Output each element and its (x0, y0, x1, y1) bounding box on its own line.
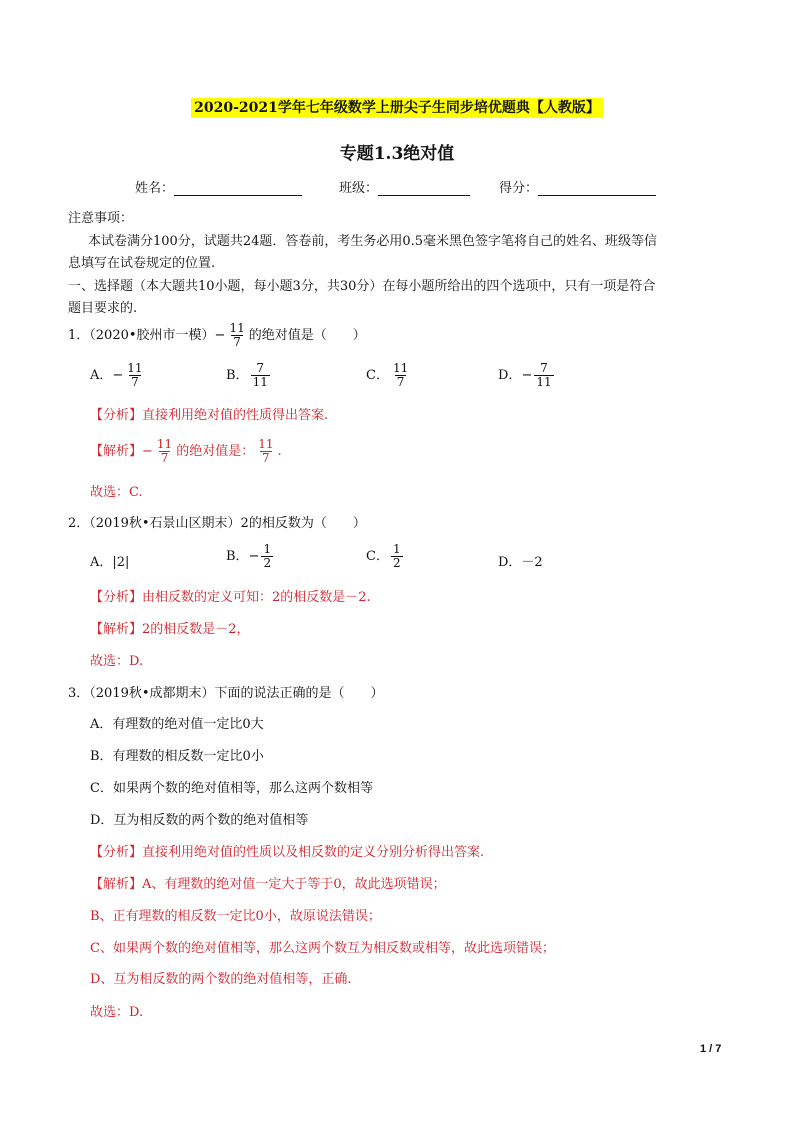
score-field (499, 177, 656, 196)
q2-solution: 【解析】2的相反数是－2， (90, 622, 250, 637)
name-blank (174, 181, 302, 196)
notes-line-2: 息填写在试卷规定的位置. (68, 256, 216, 271)
score-label: 得分： (499, 181, 539, 196)
notes-line-1: 本试卷满分100分，试题共24题．答卷前，考生务必用0.5毫米黑色签字笔将自己的姓名、班级等信 (88, 234, 658, 249)
name-field (135, 177, 302, 196)
q1-stem: 1．（2020•胶州市一模）− $\frac{11}{7}$ 的绝对值是（ ） (68, 321, 366, 349)
q3-option-b: B．有理数的相反数一定比0小 (90, 749, 264, 764)
q2-option-c: C． $\frac{1}{2}$ (366, 542, 401, 570)
q3-option-c: C．如果两个数的绝对值相等，那么这两个数相等 (90, 781, 373, 796)
q1-option-c: C． $\frac{11}{7}$ (366, 361, 409, 389)
q3-choice: 故选：D. (90, 1005, 144, 1020)
notes-heading: 注意事项： (68, 211, 134, 226)
q3-stem-text: 下面的说法正确的是（ ） (214, 686, 384, 701)
class-label: 班级： (339, 181, 379, 196)
q1-solution: 【解析】− $\frac{11}{7}$ 的绝对值是： $\frac{11}{7}$ . (90, 437, 282, 465)
q3-solution-1: 【解析】A、有理数的绝对值一定大于等于0，故此选项错误； (90, 877, 446, 892)
q1-option-a: A．− $\frac{11}{7}$ (90, 361, 143, 389)
q2-analysis: 【分析】由相反数的定义可知：2的相反数是－2. (90, 590, 371, 605)
class-blank (378, 181, 470, 196)
q1-option-d: D．− $\frac{7}{11}$ (498, 361, 552, 389)
q1-source: （2020•胶州市一模） (89, 328, 215, 343)
page-title: 专题1.3绝对值 (339, 144, 455, 164)
q1-stem-tail: 的绝对值是（ ） (248, 328, 366, 343)
class-field (339, 177, 470, 196)
q2-option-a: A．|2| (90, 555, 130, 570)
q2-option-d: D．－2 (498, 555, 543, 570)
q1-fraction: $\frac{11}{7}$ (229, 321, 245, 349)
name-label: 姓名： (135, 181, 175, 196)
q2-stem (68, 512, 366, 531)
q1-analysis: 【分析】直接利用绝对值的性质得出答案. (90, 408, 329, 423)
q3-option-d: D．互为相反数的两个数的绝对值相等 (90, 813, 309, 828)
q3-analysis: 【分析】直接利用绝对值的性质以及相反数的定义分别分析得出答案. (90, 845, 485, 860)
series-title: 2020-2021学年七年级数学上册尖子生同步培优题典【人教版】 (191, 98, 603, 118)
section-line-1: 一、选择题（本大题共10小题，每小题3分，共30分）在每小题所给出的四个选项中，只有一项是符合 (68, 279, 656, 294)
series-header (0, 97, 794, 117)
q2-source: （2019秋•石景山区期末） (89, 516, 241, 531)
q3-solution-3: C、如果两个数的绝对值相等，那么这两个数互为相反数或相等，故此选项错误； (90, 941, 555, 956)
page-number: 1 / 7 (700, 1043, 722, 1055)
q3-option-a: A．有理数的绝对值一定比0大 (90, 717, 264, 732)
q1-choice: 故选：C. (90, 485, 143, 500)
q3-solution-4: D、互为相反数的两个数的绝对值相等，正确. (90, 972, 352, 987)
q1-number: 1． (68, 328, 90, 343)
section-line-2: 题目要求的. (68, 301, 138, 316)
score-blank (538, 181, 656, 196)
q3-number: 3． (68, 686, 90, 701)
q3-source: （2019秋•成都期末） (89, 686, 215, 701)
q2-choice: 故选：D. (90, 654, 144, 669)
q2-number: 2． (68, 516, 90, 531)
q1-option-b: B． $\frac{7}{11}$ (226, 361, 268, 389)
q3-solution-2: B、正有理数的相反数一定比0小，故原说法错误； (90, 909, 381, 924)
q2-stem-text: 2的相反数为（ ） (240, 516, 366, 531)
q3-stem (68, 682, 384, 701)
q2-option-b: B．− $\frac{1}{2}$ (226, 542, 272, 570)
